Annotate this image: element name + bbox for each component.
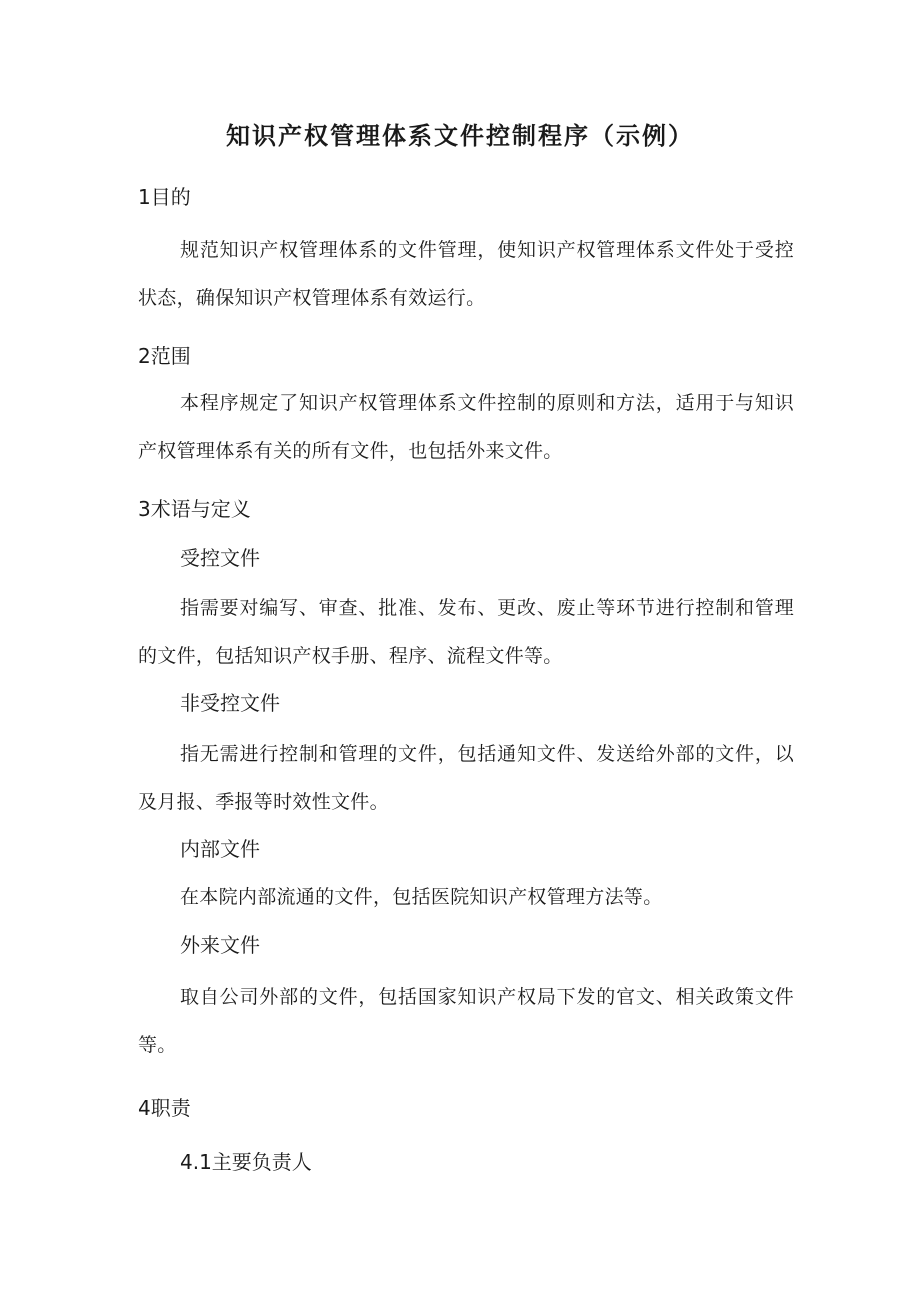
section-3-heading: 3术语与定义 (138, 497, 251, 521)
document-title: 知识产权管理体系文件控制程序（示例） (226, 121, 694, 150)
term-uncontrolled-documents-definition: 指无需进行控制和管理的文件，包括通知文件、发送给外部的文件，以及月报、季报等时效性文件。 (138, 743, 794, 813)
term-external-documents: 外来文件 (180, 933, 260, 957)
term-controlled-documents: 受控文件 (180, 546, 260, 570)
term-uncontrolled-documents: 非受控文件 (180, 691, 280, 715)
section-1-heading: 1目的 (138, 185, 191, 209)
term-internal-documents-definition: 在本院内部流通的文件，包括医院知识产权管理方法等。 (180, 886, 663, 908)
term-internal-documents: 内部文件 (180, 837, 260, 861)
section-2-heading: 2范围 (138, 344, 191, 368)
term-controlled-documents-definition: 指需要对编写、审查、批准、发布、更改、废止等环节进行控制和管理的文件，包括知识产权手册、程序、流程文件等。 (138, 597, 794, 667)
section-2-text: 本程序规定了知识产权管理体系文件控制的原则和方法，适用于与知识产权管理体系有关的所有文件，也包括外来文件。 (138, 392, 794, 462)
section-4-heading: 4职责 (138, 1096, 191, 1120)
term-external-documents-definition: 取自公司外部的文件，包括国家知识产权局下发的官文、相关政策文件等。 (138, 986, 794, 1056)
section-1-text: 规范知识产权管理体系的文件管理，使知识产权管理体系文件处于受控状态，确保知识产权管理体系有效运行。 (138, 239, 794, 309)
section-4-1-heading: 4.1主要负责人 (180, 1150, 312, 1174)
